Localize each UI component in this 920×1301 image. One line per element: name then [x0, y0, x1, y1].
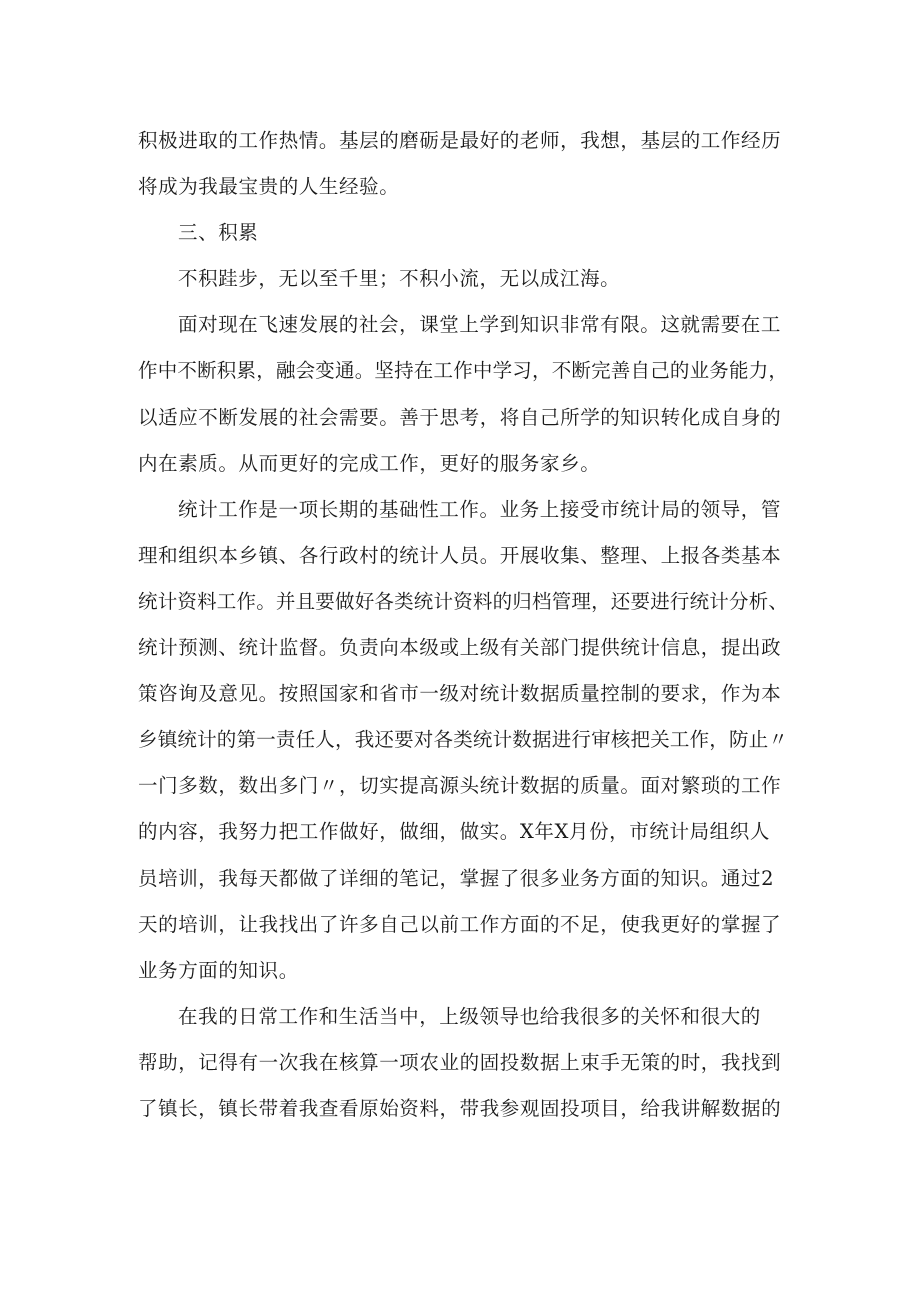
text-line: 一门多数，数出多门〃，切实提高源头统计数据的质量。面对繁琐的工作	[138, 774, 782, 798]
text-line: 内在素质。从而更好的完成工作，更好的服务家乡。	[138, 451, 601, 475]
text-line: 统计预测、统计监督。负责向本级或上级有关部门提供统计信息，提出政	[138, 636, 782, 660]
text-line: 帮助，记得有一次我在核算一项农业的固投数据上束手无策的时，我找到	[138, 1050, 782, 1074]
text-line: 以适应不断发展的社会需要。善于思考，将自己所学的知识转化成自身的	[138, 405, 782, 429]
text-line: 了镇长，镇长带着我查看原始资料，带我参观固投项目，给我讲解数据的	[138, 1096, 782, 1120]
text-line: 乡镇统计的第一责任人，我还要对各类统计数据进行审核把关工作，防止〃	[138, 728, 789, 752]
text-line: 积极进取的工作热情。基层的磨砺是最好的老师，我想，基层的工作经历	[138, 129, 782, 152]
text-line: 天的培训，让我找出了许多自己以前工作方面的不足，使我更好的掌握了	[138, 912, 782, 936]
text-line: 不积跬步，无以至千里；不积小流，无以成江海。	[178, 267, 621, 291]
text-line: 业务方面的知识。	[138, 958, 299, 982]
text-line: 理和组织本乡镇、各行政村的统计人员。开展收集、整理、上报各类基本	[138, 543, 782, 567]
text-line: 面对现在飞速发展的社会，课堂上学到知识非常有限。这就需要在工	[178, 313, 782, 337]
text-line: 的内容，我努力把工作做好，做细，做实。X年X月份，市统计局组织人	[138, 820, 770, 844]
text-line: 作中不断积累，融会变通。坚持在工作中学习，不断完善自己的业务能力，	[138, 359, 789, 383]
text-line: 将成为我最宝贵的人生经验。	[138, 175, 400, 199]
text-line: 在我的日常工作和生活当中，上级领导也给我很多的关怀和很大的	[178, 1004, 761, 1028]
text-line: 统计资料工作。并且要做好各类统计资料的归档管理，还要进行统计分析、	[138, 589, 789, 613]
document-body	[138, 118, 788, 1132]
text-line: 统计工作是一项长期的基础性工作。业务上接受市统计局的领导，管	[178, 497, 782, 521]
text-line: 员培训，我每天都做了详细的笔记，掌握了很多业务方面的知识。通过2	[138, 866, 775, 890]
text-line: 策咨询及意见。按照国家和省市一级对统计数据质量控制的要求，作为本	[138, 682, 782, 706]
text-line: 三、积累	[178, 221, 259, 245]
